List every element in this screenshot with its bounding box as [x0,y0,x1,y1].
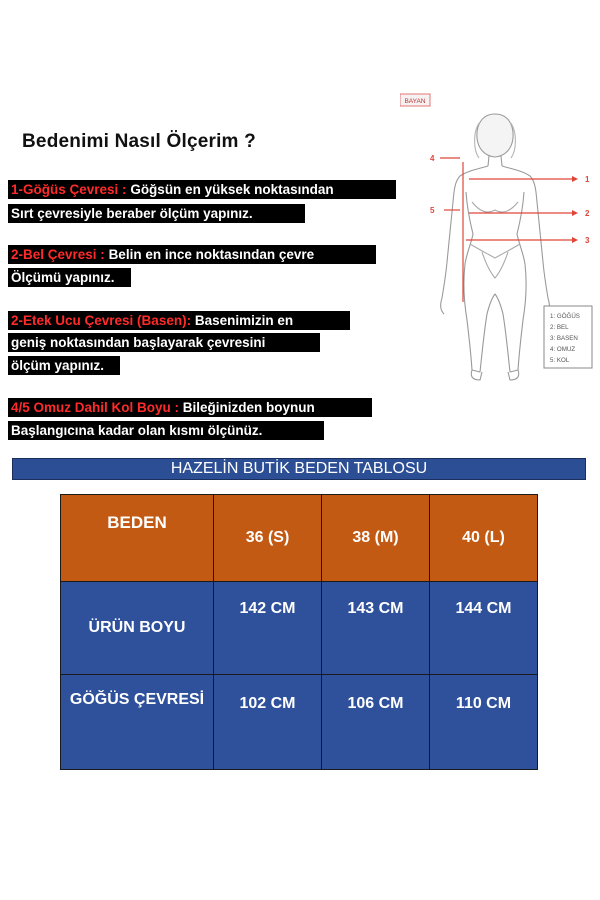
legend-item-5: 5: KOL [550,357,570,364]
instruction-3-line-2 [8,333,320,352]
instruction-1-line-1 [8,180,396,199]
instruction-1-text-2: Sırt çevresiyle beraber ölçüm yapınız. [11,206,253,221]
table-cell: 102 CM [214,675,322,770]
page-title: Bedenimi Nasıl Ölçerim ? [22,131,256,152]
instruction-2-line-1 [8,245,376,264]
size-table-title: HAZELİN BUTİK BEDEN TABLOSU [12,458,586,480]
legend-item-3: 3: BASEN [550,335,578,342]
table-row [61,582,538,675]
instruction-2-text: Belin en ince noktasından çevre [108,247,315,262]
instruction-2-line-2 [8,268,131,287]
table-row [61,675,538,770]
instruction-3-line-3 [8,356,120,375]
table-header-l: 40 (L) [430,495,538,582]
table-header-size: BEDEN [61,495,214,582]
instruction-3-line-1 [8,311,350,330]
instruction-3-text: Basenimizin en [194,313,294,328]
measurement-lines [440,158,578,302]
table-header-s: 36 (S) [214,495,322,582]
marker-2: 2 [585,209,590,218]
legend-item-4: 4: OMUZ [550,346,576,353]
table-header-m: 38 (M) [322,495,430,582]
marker-5: 5 [430,206,435,215]
table-cell: 143 CM [322,582,430,675]
instruction-2-text-2: Ölçümü yapınız. [11,270,115,285]
instruction-4-line-2 [8,421,324,440]
instruction-4-text: Bileğinizden boynun [182,400,315,415]
table-header-row [61,495,538,582]
instruction-3-text-3: ölçüm yapınız. [11,358,105,373]
figure-tag-label: BAYAN [404,98,426,105]
marker-3: 3 [585,236,590,245]
legend-item-2: 2: BEL [550,324,569,331]
size-table [60,494,538,770]
row-label-length: ÜRÜN BOYU [61,582,214,675]
instruction-1-text: Göğsün en yüksek noktasından [130,182,334,197]
instruction-1-label: 1-Göğüs Çevresi : [11,182,127,197]
row-label-chest: GÖĞÜS ÇEVRESİ [61,675,214,770]
table-cell: 106 CM [322,675,430,770]
marker-1: 1 [585,175,590,184]
instruction-2-label: 2-Bel Çevresi : [11,247,105,262]
instruction-1-line-2 [8,204,305,223]
body-silhouette [441,114,550,380]
instruction-4-line-1 [8,398,372,417]
instruction-3-text-2: geniş noktasından başlayarak çevresini [11,335,266,350]
instruction-4-text-2: Başlangıcına kadar olan kısmı ölçünüz. [11,423,263,438]
body-measurement-figure [400,92,600,392]
table-cell: 144 CM [430,582,538,675]
instruction-4-label: 4/5 Omuz Dahil Kol Boyu : [11,400,180,415]
legend-item-1: 1: GÖĞÜS [550,313,580,320]
table-cell: 142 CM [214,582,322,675]
table-cell: 110 CM [430,675,538,770]
marker-4: 4 [430,154,435,163]
instruction-3-label: 2-Etek Ucu Çevresi (Basen): [11,313,192,328]
